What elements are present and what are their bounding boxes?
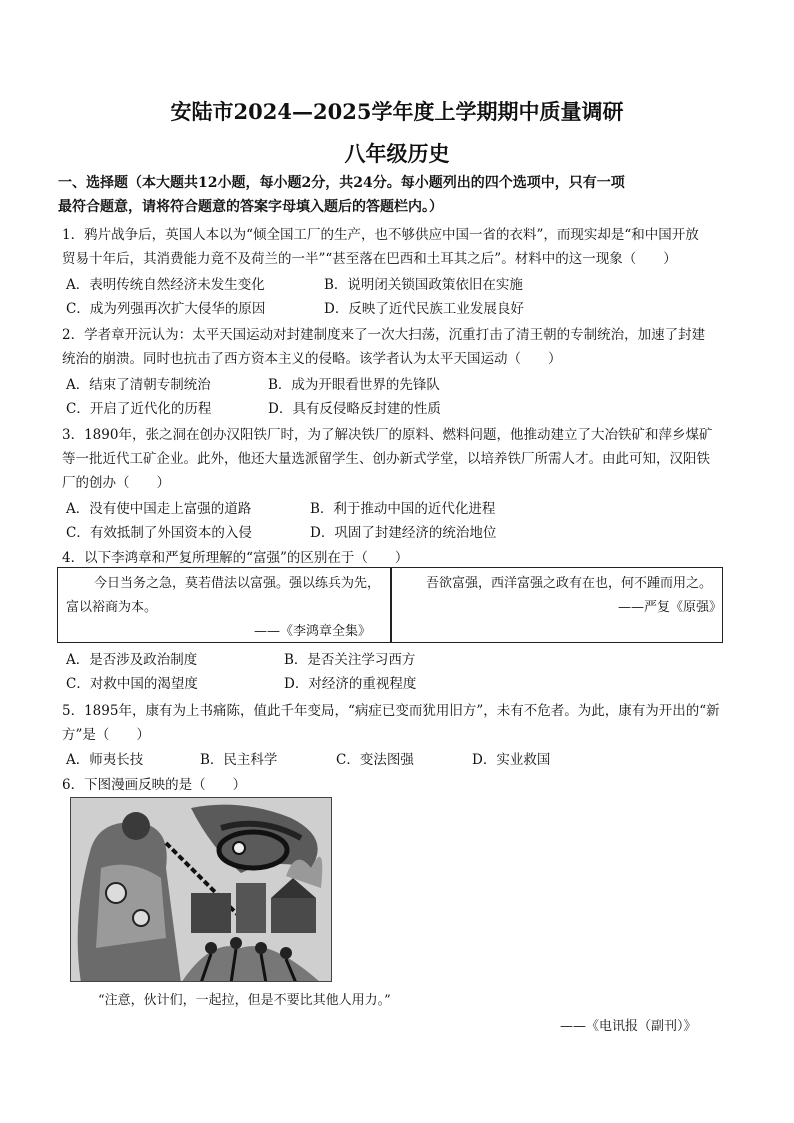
q3-option-b: B．利于推动中国的近代化进程 <box>310 501 496 517</box>
q2-stem-line1: 2．学者章开沅认为：太平天国运动对封建制度来了一次大扫荡，沉重打击了清王朝的专制统治，加速了封建 <box>62 327 706 343</box>
table-divider <box>390 568 392 642</box>
q6-stem: 6．下图漫画反映的是（ ） <box>62 777 247 793</box>
q2-option-d: D．具有反侵略反封建的性质 <box>268 401 441 417</box>
li-hongzhang-quote-line2: 富以裕商为本。 <box>66 600 158 615</box>
q2-option-b: B．成为开眼看世界的先锋队 <box>268 377 440 393</box>
q3-option-a: A．没有使中国走上富强的道路 <box>66 501 252 517</box>
q3-option-d: D．巩固了封建经济的统治地位 <box>310 525 497 541</box>
q3-stem-line3: 厂的创办（ ） <box>62 475 170 491</box>
q4-option-d: D．对经济的重视程度 <box>284 676 417 692</box>
q4-quote-table <box>57 567 723 643</box>
yan-fu-source: ——严复《原强》 <box>618 600 723 615</box>
q1-stem-line2: 贸易十年后，其消费能力竟不及荷兰的一半”“甚至落在巴西和土耳其之后”。材料中的这一现象（ ） <box>62 251 677 267</box>
q5-stem-line2: 方”是（ ） <box>62 727 150 743</box>
section-instructions-line2: 最符合题意，请将符合题意的答案字母填入题后的答题栏内。） <box>58 199 443 215</box>
cartoon-caption: “注意，伙计们，一起拉，但是不要比其他人用力。” <box>98 993 391 1008</box>
section-instructions-line1: 一、选择题（本大题共12小题，每小题2分，共24分。每小题列出的四个选项中，只有一项 <box>58 175 625 191</box>
q1-option-c: C．成为列强再次扩大侵华的原因 <box>66 301 266 317</box>
q3-stem-line2: 等一批近代工矿企业。此外，他还大量选派留学生、创办新式学堂，以培养铁厂所需人才。由此可知，汉阳铁 <box>62 451 710 467</box>
q4-option-a: A．是否涉及政治制度 <box>66 652 198 668</box>
q1-option-b: B．说明闭关锁国政策依旧在实施 <box>324 277 523 293</box>
q3-option-c: C．有效抵制了外国资本的入侵 <box>66 525 252 541</box>
q5-option-a: A．师夷长技 <box>66 752 144 768</box>
q1-option-d: D．反映了近代民族工业发展良好 <box>324 301 524 317</box>
q4-option-b: B．是否关注学习西方 <box>284 652 416 668</box>
q4-option-c: C．对救中国的渴望度 <box>66 676 198 692</box>
q5-stem-line1: 5．1895年，康有为上书痛陈，值此千年变局，“病症已变而犹用旧方”，未有不危者。为此，康有为开出的“新 <box>62 703 720 719</box>
q2-option-a: A．结束了清朝专制统治 <box>66 377 211 393</box>
li-hongzhang-source: ——《李鸿章全集》 <box>254 624 372 639</box>
q3-stem-line1: 3．1890年，张之洞在创办汉阳铁厂时，为了解决铁厂的原料、燃料问题，他推动建立了大冶铁矿和萍乡煤矿 <box>62 427 713 443</box>
q1-option-a: A．表明传统自然经济未发生变化 <box>66 277 265 293</box>
q6-cartoon-image <box>70 797 332 982</box>
q1-stem-line1: 1．鸦片战争后，英国人本以为“倾全国工厂的生产，也不够供应中国一省的衣料”，而现实却是“和中国开放 <box>62 227 699 243</box>
li-hongzhang-quote-line1: 今日当务之急，莫若借法以富强。强以练兵为先， <box>94 576 381 591</box>
yan-fu-quote: 吾欲富强，西洋富强之政有在也，何不踵而用之。 <box>426 576 713 591</box>
q2-stem-line2: 统治的崩溃。同时也抗击了西方资本主义的侵略。该学者认为太平天国运动（ ） <box>62 351 562 367</box>
cartoon-source: ——《电讯报（副刊）》 <box>560 1019 697 1034</box>
exam-title: 安陆市2024—2025学年度上学期期中质量调研 <box>170 99 624 124</box>
q5-option-b: B．民主科学 <box>200 752 278 768</box>
exam-subject: 八年级历史 <box>344 141 450 166</box>
q2-option-c: C．开启了近代化的历程 <box>66 401 212 417</box>
q5-option-d: D．实业救国 <box>472 752 551 768</box>
q5-option-c: C．变法图强 <box>336 752 414 768</box>
q4-stem: 4．以下李鸿章和严复所理解的“富强”的区别在于（ ） <box>62 550 409 566</box>
